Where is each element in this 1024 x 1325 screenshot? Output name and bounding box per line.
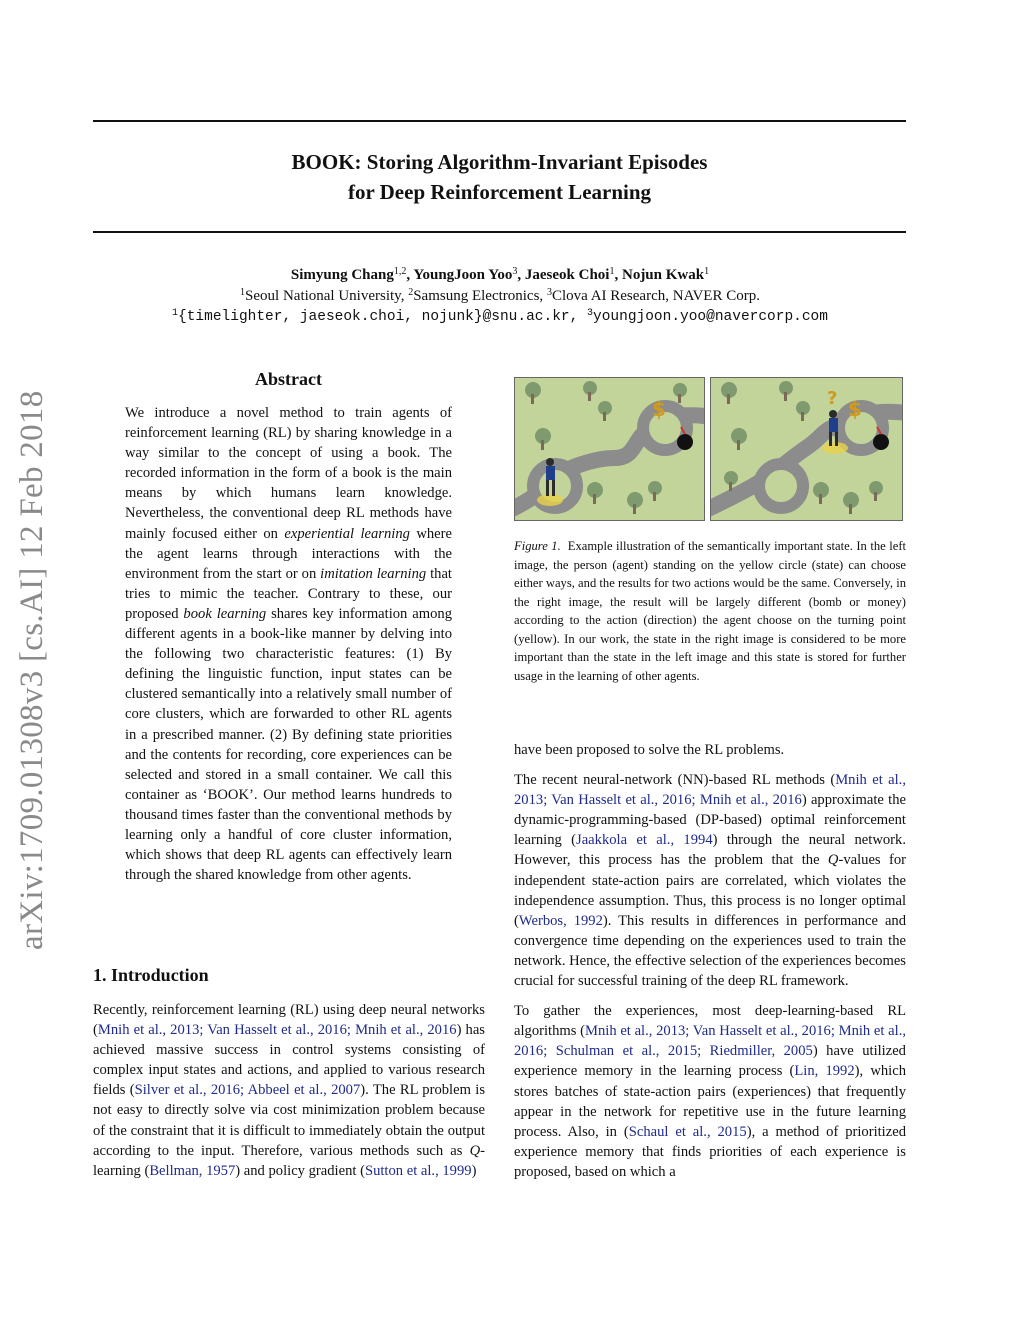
citation-link[interactable]: Bellman, 1957: [149, 1162, 236, 1179]
section-heading-introduction: 1. Introduction: [93, 965, 209, 985]
right-column-text: [514, 740, 906, 1192]
paragraph: [514, 740, 906, 760]
author: YoungJoon Yoo$^3$,: [413, 266, 525, 283]
citation-link[interactable]: Lin, 1992: [794, 1063, 855, 1080]
citation-link[interactable]: Silver et al., 2016; Abbeel et al., 2007: [134, 1082, 361, 1099]
abstract-text: [125, 403, 452, 885]
email[interactable]: $^3$youngjoon.yoo@navercorp.com: [587, 308, 828, 325]
text-run: ). The RL problem is not easy to directly solve via cost minimization problem because of the constraint that it is difficult to immediately obtain the output according to the input. Therefore, various methods such as: [93, 1082, 486, 1159]
text-run: Recently, reinforcement learning (RL) using deep neural networks (: [93, 1002, 485, 1039]
money-symbol: $: [848, 397, 862, 421]
text-run: ) and policy gradient (: [235, 1162, 365, 1179]
citation-link[interactable]: Werbos, 1992: [518, 912, 603, 929]
italic-text: imitation learning: [320, 565, 427, 582]
text-run: where the agent learns through interactions with the environment from the start or on: [125, 525, 452, 582]
top-rule: [93, 120, 906, 122]
text-run: ) through the neural network. However, this process has the problem that the: [514, 832, 906, 869]
arxiv-stamp: arXiv:1709.01308v3 [cs.AI] 12 Feb 2018: [14, 390, 50, 950]
author: Simyung Chang$^{1,2}$,: [290, 266, 414, 283]
text-run: ) have utilized experience memory in the learning process (: [514, 1043, 906, 1080]
text-run: The recent neural-network (NN)-based RL methods (: [514, 772, 836, 789]
text-run: We introduce a novel method to train agents of reinforcement learning (RL) by sharing knowledge in a way similar to the concept of using a book. The recorded information in the form of a book is the main means by which humans learn knowledge. Nevertheless, the conventional deep RL methods have mainly focused either on: [125, 405, 452, 542]
email[interactable]: $^1${timelighter, jaeseok.choi, nojunk}@snu.ac.kr,: [172, 308, 587, 325]
italic-text: Q: [469, 1142, 481, 1159]
text-run: ), which stores batches of state-action pairs (experiences) that frequently appear in the network for repetitive use in the future learning process. Also, in (: [514, 1063, 906, 1140]
text-run: -values for independent state-action pairs are correlated, which violates the independence assumption. Thus, this process is no longer optimal (: [514, 852, 906, 929]
italic-text: Q: [827, 852, 839, 869]
title-line-2: for Deep Reinforcement Learning: [347, 180, 652, 204]
paragraph: [93, 1000, 485, 1181]
figure-left-panel: [514, 377, 705, 521]
text-run: ) has achieved massive success in control systems consisting of complex input states and actions, and applied to various research fields (: [93, 1022, 485, 1099]
citation-link[interactable]: Mnih et al., 2013; Van Hasselt et al., 2016; Mnih et al., 2016; Schulman et al., 2015; Riedmiller, 2005: [514, 1023, 907, 1060]
affiliation: $^3$Clova AI Research, NAVER Corp.: [546, 287, 760, 304]
paragraph: [514, 770, 906, 991]
text-run: ): [471, 1162, 477, 1179]
money-symbol: $: [652, 397, 666, 421]
text-run: ). This results in differences in performance and convergence time depending on the experiences used to train the network. Hence, the effective selection of the experiences becomes crucial for successful training of the deep RL framework.: [514, 912, 907, 990]
title-bottom-rule: [93, 231, 906, 233]
figure-caption: [514, 537, 906, 685]
author-emails: [60, 307, 940, 328]
figure-right-panel: [710, 377, 903, 521]
italic-text: experiential learning: [284, 525, 410, 542]
abstract-heading: Abstract: [255, 369, 322, 389]
figure-caption-text: Example illustration of the semantically important state. In the left image, the person (agent) standing on the yellow circle (state) can choose either ways, and the results for two actions would be the same. Conversely, in the right image, the result will be largely different (bomb or money) according to the action (direction) the agent choose on the turning point (yellow). In our work, the state in the right image is considered to be more important than the state in the left image and this state is stored for further usage in the learning of other agents.: [514, 539, 907, 683]
text-run: have been proposed to solve the RL problems.: [514, 742, 785, 758]
citation-link[interactable]: Jaakkola et al., 1994: [576, 832, 713, 849]
author: Jaeseok Choi$^1$,: [524, 266, 622, 283]
italic-text: book learning: [183, 605, 267, 622]
affiliations: [60, 286, 940, 307]
author-block: [60, 265, 940, 328]
citation-link[interactable]: Schaul et al., 2015: [628, 1123, 747, 1140]
text-run: ), a method of prioritized experience memory that finds priorities of each experience is proposed, based on which a: [514, 1123, 906, 1180]
figure-label: Figure 1.: [514, 539, 561, 553]
author-names: [60, 265, 940, 286]
citation-link[interactable]: Mnih et al., 2013; Van Hasselt et al., 2016; Mnih et al., 2016: [97, 1022, 457, 1039]
text-run: ) approximate the dynamic-programming-based (DP-based) optimal reinforcement learning (: [514, 792, 906, 849]
paragraph: [514, 1001, 906, 1182]
intro-text: [93, 1000, 485, 1191]
citation-link[interactable]: Sutton et al., 1999: [364, 1162, 472, 1179]
question-symbol: ?: [827, 388, 838, 409]
text-run: shares key information among different agents in a book-like manner by delving into the following two characteristic features: (1) By defining the linguistic function, input states can be clustered semantically into a relatively small number of core clusters, which are forwarded to other RL agents in a prescribed manner. (2) By defining state priorities and the contents for recording, core experiences can be selected and stored in a small container. We call this container as ‘BOOK’. Our method learns hundreds to thousand times faster than the conventional methods by learning only a handful of core cluster information, which shows that deep RL agents can effectively learn through the shared knowledge from other agents.: [125, 605, 452, 884]
affiliation: $^2$Samsung Electronics,: [408, 287, 547, 304]
citation-link[interactable]: Mnih et al., 2013; Van Hasselt et al., 2016; Mnih et al., 2016: [514, 772, 906, 809]
affiliation: $^1$Seoul National University,: [240, 287, 409, 304]
text-run: -learning (: [93, 1142, 485, 1179]
text-run: that tries to mimic the teacher. Contrary to these, our proposed: [125, 565, 452, 622]
text-run: To gather the experiences, most deep-learning-based RL algorithms (: [514, 1003, 906, 1040]
author: Nojun Kwak$^1$: [621, 266, 710, 283]
title-line-1: BOOK: Storing Algorithm-Invariant Episodes: [291, 150, 708, 174]
paper-title: [93, 147, 906, 207]
